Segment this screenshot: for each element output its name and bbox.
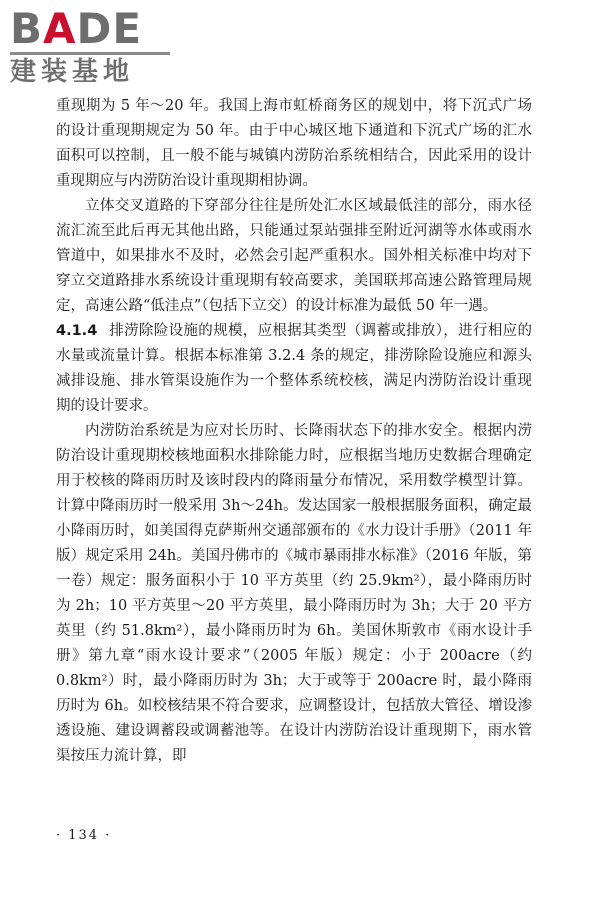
clause-number: 4.1.4 [56,323,98,339]
page-number: · 134 · [56,828,112,843]
document-body [56,94,532,769]
logo-letter-a-accent: A [43,4,77,53]
paragraph-text: 重现期为 5 年～20 年。我国上海市虹桥商务区的规划中，将下沉式广场的设计重现期规定为 50 年。由于中心城区地下通道和下沉式广场的汇水面积可以控制，且一般不能与城镇内涝防治系统相结合，因此采用的设计重现期应与内涝防治设计重现期相协调。 [56,98,532,189]
logo-letters-de: DE [76,4,143,53]
logo-subtitle: 建装基地 [10,57,135,87]
logo-wordmark [10,4,180,53]
paragraph-continuation [56,94,532,194]
paragraph-waterlogging-system [56,419,532,769]
paragraph-text: 立体交叉道路的下穿部分往往是所处汇水区域最低洼的部分，雨水径流汇流至此后再无其他出路，只能通过泵站强排至附近河湖等水体或雨水管道中，如果排水不及时，必然会引起严重积水。国外相关标准中均对下穿立交道路排水系统设计重现期有较高要求，美国联邦高速公路管理局规定，高速公路“低洼点”（包括下立交）的设计标准为最低 50 年一遇。 [56,198,532,314]
paragraph-text: 内涝防治系统是为应对长历时、长降雨状态下的排水安全。根据内涝防治设计重现期校核地面积水排除能力时，应根据当地历史数据合理确定用于校核的降雨历时及该时段内的降雨量分布情况，采用数学模型计算。计算中降雨历时一般采用 3h～24h。发达国家一般根据服务面积，确定最小降雨历时，如美国得克萨斯州交通部颁布的《水力设计手册》（2011 年版）规定采用 24h。美国丹佛市的《城市暴雨排水标准》（2016 年版，第一卷）规定：服务面积小于 10 平方英里（约 25.9km²），最小降雨历时为 2h；10 平方英里～20 平方英里，最小降雨历时为 3h；大于 20 平方英里（约 51.8km²），最小降雨历时为 6h。美国休斯敦市《雨水设计手册》第九章“雨水设计要求”（2005 年版）规定：小于 200acre（约 0.8km²）时，最小降雨历时为 3h；大于或等于 200acre 时，最小降雨历时为 6h。如校核结果不符合要求，应调整设计，包括放大管径、增设渗透设施、建设调蓄段或调蓄池等。在设计内涝防治设计重现期下，雨水管渠按压力流计算，即 [56,423,532,764]
paragraph-text: 排涝除险设施的规模，应根据其类型（调蓄或排放），进行相应的水量或流量计算。根据本标准第 3.2.4 条的规定，排涝除险设施应和源头减排设施、排水管渠设施作为一个整体系统校核，满足内涝防治设计重现期的设计要求。 [56,323,532,414]
logo-letter-b: B [10,4,44,53]
clause-4-1-4 [56,319,532,419]
paragraph-underpass [56,194,532,319]
bade-logo [10,4,180,88]
